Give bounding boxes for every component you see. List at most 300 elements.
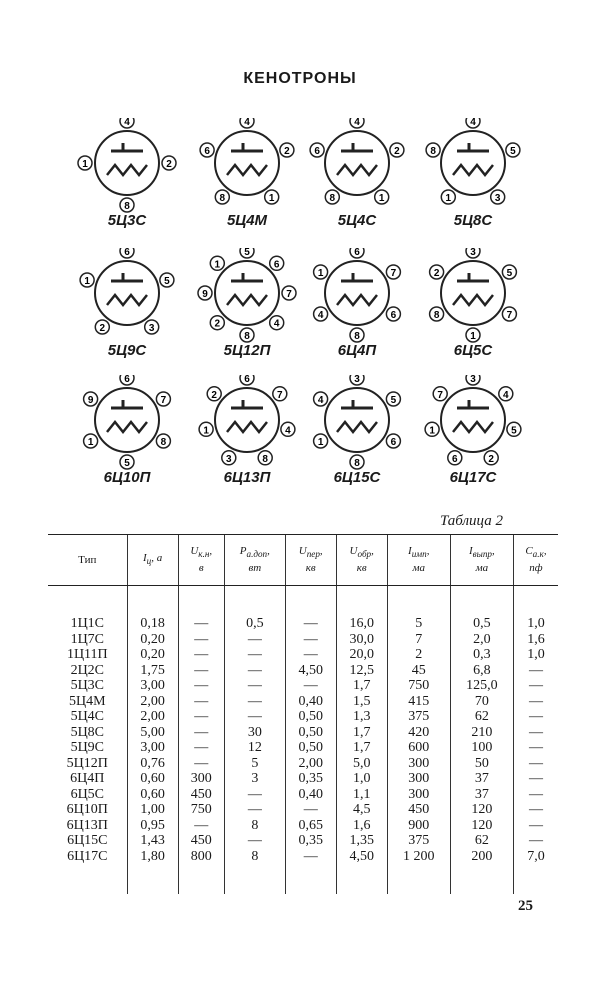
tube-label: 5Ц3С (107, 212, 147, 229)
column-header: $I_ц$, а (127, 535, 178, 586)
tube-type-cell: 1Ц1С (70, 616, 105, 631)
pin-number: 6 (244, 375, 250, 385)
table-cell: 1 200 (387, 849, 450, 865)
table-cell: 420 (387, 725, 450, 741)
table-cell: 450 (178, 833, 224, 849)
pin-number: 2 (284, 146, 290, 157)
pin-number: 5 (390, 395, 397, 406)
pin-number: 5 (124, 458, 130, 469)
pin-number: 1 (470, 331, 476, 342)
table-cell: 2,00 (127, 709, 178, 725)
table-cell: — (224, 787, 285, 803)
anode-symbol (111, 400, 143, 408)
pin-number: 2 (214, 318, 221, 330)
pin-number: 3 (494, 193, 501, 204)
filament-symbol (107, 295, 147, 305)
tube-type-cell: 2Ц2С (70, 662, 105, 678)
table-spacer-row (48, 864, 558, 894)
tube-diagram (418, 248, 528, 358)
table-cell: 300 (178, 771, 224, 787)
filament-symbol (337, 165, 377, 175)
table-row (48, 756, 558, 772)
column-header: Тип (48, 535, 127, 586)
table-cell: 200 (450, 849, 513, 865)
pin-number: 7 (506, 310, 513, 321)
table-row (48, 818, 558, 834)
table-cell: 3,00 (127, 740, 178, 756)
bulb-outline (325, 388, 389, 452)
table-cell: 375 (387, 833, 450, 849)
anode-symbol (231, 400, 263, 408)
socket-diagram (192, 118, 302, 213)
bulb-outline (95, 261, 159, 325)
table-row (48, 709, 558, 725)
pin-number: 3 (470, 248, 476, 258)
table-cell: — (224, 802, 285, 818)
table-cell: 0,60 (127, 771, 178, 787)
table-cell: 0,3 (450, 647, 513, 663)
tube-diagram (192, 375, 302, 485)
table-cell: 0,50 (285, 740, 336, 756)
table-cell: 8 (224, 849, 285, 865)
pin-number: 1 (429, 425, 435, 437)
pin-number: 1 (317, 268, 324, 279)
table-cell: — (285, 616, 336, 632)
table-cell: — (285, 632, 336, 648)
table-cell: — (178, 740, 224, 756)
anode-symbol (457, 143, 489, 151)
table-cell: 4,50 (336, 849, 387, 865)
tube-label: 5Ц8С (453, 212, 493, 229)
table-cell: 70 (450, 694, 513, 710)
pin-number: 5 (510, 146, 516, 157)
table-cell: — (224, 709, 285, 725)
table-row (48, 849, 558, 865)
table-cell: — (285, 849, 336, 865)
filament-symbol (337, 295, 377, 305)
table-cell: 0,50 (285, 709, 336, 725)
anode-symbol (111, 143, 143, 151)
table-cell: 7,0 (513, 849, 558, 865)
table-spacer-row (48, 586, 558, 617)
pin-number: 4 (244, 118, 250, 128)
table-cell: 1,80 (127, 849, 178, 865)
table-cell: — (513, 771, 558, 787)
column-header: $P_{а.доп}$, вт (224, 535, 285, 586)
table-row (48, 740, 558, 756)
filament-symbol (453, 295, 493, 305)
pin-number: 1 (82, 159, 88, 170)
tube-label: 6Ц17С (449, 469, 497, 486)
bulb-outline (95, 388, 159, 452)
anode-symbol (341, 143, 373, 151)
pin-number: 7 (286, 289, 292, 300)
table-cell: 30 (224, 725, 285, 741)
tube-label: 6Ц13П (223, 469, 271, 486)
pin-number: 2 (433, 268, 440, 279)
pin-number: 8 (433, 310, 440, 321)
table-cell: — (513, 802, 558, 818)
table-cell: 0,65 (285, 818, 336, 834)
table-cell: 1,7 (336, 740, 387, 756)
table-cell: 0,5 (450, 616, 513, 632)
pin-number: 4 (470, 118, 476, 128)
tube-label: 5Ц4С (337, 212, 377, 229)
pin-number: 4 (273, 318, 280, 330)
table-row (48, 833, 558, 849)
table-cell: 5,00 (127, 725, 178, 741)
table-cell: 5,0 (336, 756, 387, 772)
table-cell: 1,35 (336, 833, 387, 849)
pin-number: 5 (506, 268, 513, 279)
table-cell: 0,40 (285, 787, 336, 803)
bulb-outline (215, 388, 279, 452)
tube-type-cell: 6Ц4П (70, 771, 105, 786)
socket-diagram (72, 118, 182, 213)
table-cell: — (285, 647, 336, 663)
table-row (48, 787, 558, 803)
tube-label: 5Ц12П (223, 342, 271, 359)
table-cell: — (178, 663, 224, 679)
filament-symbol (107, 422, 147, 432)
table-cell: 300 (387, 771, 450, 787)
table-row (48, 678, 558, 694)
table-cell: — (178, 632, 224, 648)
table-cell: — (513, 787, 558, 803)
table-cell: 415 (387, 694, 450, 710)
pin-number: 8 (262, 453, 268, 465)
column-header: $I_{выпр}$, ма (450, 535, 513, 586)
pin-number: 1 (203, 425, 209, 437)
pin-number: 7 (390, 268, 397, 279)
column-header: $U_{пер}$, кв (285, 535, 336, 586)
pin-number: 1 (84, 276, 90, 287)
pin-number: 8 (354, 458, 360, 469)
anode-symbol (341, 400, 373, 408)
table-cell: — (513, 725, 558, 741)
tube-diagram (302, 118, 412, 228)
table-cell: — (224, 694, 285, 710)
table-cell: 50 (450, 756, 513, 772)
table-cell: 1,6 (336, 818, 387, 834)
column-header: $I_{имп}$, ма (387, 535, 450, 586)
table-cell: — (513, 663, 558, 679)
table-cell: 7 (387, 632, 450, 648)
table-cell: 1,75 (127, 663, 178, 679)
filament-symbol (337, 422, 377, 432)
column-header: $U_{обр}$, кв (336, 535, 387, 586)
table-cell: 3 (224, 771, 285, 787)
pin-number: 4 (317, 395, 324, 406)
table-cell: 450 (387, 802, 450, 818)
table-cell: — (178, 694, 224, 710)
socket-diagram (72, 375, 182, 470)
column-header: $C_{а.к}$, пф (513, 535, 558, 586)
table-cell: 45 (387, 663, 450, 679)
table-cell: 0,20 (127, 632, 178, 648)
pin-number: 8 (124, 201, 130, 212)
table-cell: 0,60 (127, 787, 178, 803)
table-cell: 8 (224, 818, 285, 834)
table-cell: — (224, 647, 285, 663)
table-cell: — (513, 818, 558, 834)
table-cell: 5 (224, 756, 285, 772)
tube-type-cell: 5Ц4М (69, 693, 106, 709)
table-cell: — (224, 663, 285, 679)
table-cell: — (178, 818, 224, 834)
socket-diagram (418, 375, 528, 470)
table-cell: 2,00 (285, 756, 336, 772)
table-cell: 2,00 (127, 694, 178, 710)
tube-label: 6Ц15С (333, 469, 381, 486)
table-cell: 120 (450, 802, 513, 818)
column-header: $U_{к.н}$, в (178, 535, 224, 586)
page-number: 25 (518, 898, 533, 914)
table-cell: 0,20 (127, 647, 178, 663)
table-cell: 4,50 (285, 663, 336, 679)
anode-symbol (231, 143, 263, 151)
anode-symbol (457, 273, 489, 281)
table-cell: 2,0 (450, 632, 513, 648)
table-cell: — (178, 616, 224, 632)
pin-number: 2 (211, 389, 217, 401)
pin-number: 6 (354, 248, 360, 258)
table-cell: 6,8 (450, 663, 513, 679)
kenotron-table (48, 534, 558, 894)
tube-label: 5Ц4М (226, 212, 268, 229)
filament-symbol (107, 165, 147, 175)
table-cell: 37 (450, 771, 513, 787)
table-cell: 1,0 (336, 771, 387, 787)
table-header-row (48, 535, 558, 586)
table-cell: 20,0 (336, 647, 387, 663)
pin-number: 6 (314, 146, 320, 157)
table-cell: — (513, 740, 558, 756)
anode-symbol (341, 273, 373, 281)
tube-diagram (72, 375, 182, 485)
pin-number: 4 (354, 118, 360, 128)
table-cell: 800 (178, 849, 224, 865)
table-cell: 1,1 (336, 787, 387, 803)
filament-symbol (453, 165, 493, 175)
table-cell: — (178, 709, 224, 725)
tube-type-cell: 5Ц12П (66, 755, 108, 771)
pin-number: 6 (390, 310, 397, 321)
pin-number: 5 (164, 276, 170, 287)
pin-number: 7 (160, 395, 167, 406)
table-cell: 0,18 (127, 616, 178, 632)
table-cell: 900 (387, 818, 450, 834)
tube-label: 6Ц5С (453, 342, 493, 359)
pin-number: 6 (124, 375, 130, 385)
table-cell: 12,5 (336, 663, 387, 679)
pin-number: 6 (390, 437, 397, 448)
table-cell: — (224, 632, 285, 648)
pin-number: 8 (329, 193, 336, 204)
table-cell: 0,35 (285, 833, 336, 849)
table-cell: 3,00 (127, 678, 178, 694)
pin-number: 7 (437, 389, 443, 401)
pin-number: 3 (226, 453, 232, 465)
pin-number: 1 (87, 437, 94, 448)
bulb-outline (441, 261, 505, 325)
filament-symbol (227, 422, 267, 432)
socket-diagram (302, 248, 412, 343)
tube-type-cell: 6Ц13П (66, 817, 108, 833)
pin-number: 6 (273, 259, 280, 271)
tube-type-cell: 6Ц10П (66, 802, 108, 817)
socket-diagram (418, 248, 528, 343)
pin-number: 4 (285, 425, 291, 437)
table-cell: 1,5 (336, 694, 387, 710)
table-cell: — (285, 802, 336, 818)
tube-type-cell: 6Ц5С (70, 786, 105, 802)
table-cell: — (178, 725, 224, 741)
pin-number: 4 (317, 310, 324, 321)
tube-diagram (192, 118, 302, 228)
filament-symbol (453, 422, 493, 432)
tube-type-cell: 6Ц15С (67, 833, 108, 848)
table-cell: 0,40 (285, 694, 336, 710)
table-row (48, 771, 558, 787)
pin-number: 9 (202, 289, 208, 300)
table-row (48, 802, 558, 818)
table-cell: 375 (387, 709, 450, 725)
tube-diagram (302, 375, 412, 485)
table-cell: 1,0 (513, 647, 558, 663)
bulb-outline (215, 131, 279, 195)
pin-number: 8 (160, 437, 167, 448)
socket-diagram (418, 118, 528, 213)
table-cell: 0,5 (224, 616, 285, 632)
table-cell: 0,35 (285, 771, 336, 787)
socket-diagram (192, 248, 302, 343)
tube-type-cell: 5Ц4С (70, 709, 105, 724)
socket-diagram (302, 118, 412, 213)
filament-symbol (227, 165, 267, 175)
table-cell: 62 (450, 833, 513, 849)
tube-type-cell: 5Ц8С (70, 724, 105, 740)
tube-diagram (72, 118, 182, 228)
pin-number: 1 (214, 259, 221, 271)
pin-number: 8 (354, 331, 360, 342)
table-cell: — (285, 678, 336, 694)
tube-type-cell: 5Ц3С (70, 678, 105, 693)
table-cell: — (178, 678, 224, 694)
pin-number: 6 (124, 248, 130, 258)
tube-diagram (302, 248, 412, 358)
pin-number: 4 (124, 118, 130, 128)
socket-diagram (72, 248, 182, 343)
pin-number: 5 (511, 425, 517, 437)
bulb-outline (441, 131, 505, 195)
pin-number: 5 (244, 248, 250, 258)
pin-number: 9 (87, 395, 94, 406)
tube-label: 6Ц10П (103, 469, 151, 486)
anode-symbol (231, 273, 263, 281)
anode-symbol (457, 400, 489, 408)
page-title: КЕНОТРОНЫ (243, 70, 357, 87)
table-cell: — (224, 678, 285, 694)
table-cell: — (513, 694, 558, 710)
table-cell: 0,76 (127, 756, 178, 772)
pin-number: 1 (445, 193, 452, 204)
tube-diagram (192, 248, 302, 358)
table-cell: — (513, 756, 558, 772)
table-cell: 600 (387, 740, 450, 756)
tube-diagram (418, 375, 528, 485)
table-row (48, 632, 558, 648)
table-cell: 1,7 (336, 725, 387, 741)
table-cell: 16,0 (336, 616, 387, 632)
table-cell: 2 (387, 647, 450, 663)
table-cell: 750 (178, 802, 224, 818)
pin-number: 8 (244, 331, 250, 342)
pin-number: 2 (99, 323, 106, 334)
tube-type-cell: 6Ц17С (67, 848, 108, 864)
table-cell: 300 (387, 787, 450, 803)
table-row (48, 663, 558, 679)
table-row (48, 616, 558, 632)
table-cell: 100 (450, 740, 513, 756)
table-cell: 30,0 (336, 632, 387, 648)
tube-type-cell: 5Ц9С (70, 740, 105, 755)
table-cell: 210 (450, 725, 513, 741)
table-cell: 62 (450, 709, 513, 725)
table-cell: 125,0 (450, 678, 513, 694)
pin-number: 3 (470, 375, 476, 385)
pin-number: 6 (204, 146, 210, 157)
table-cell: 1,43 (127, 833, 178, 849)
pin-number: 3 (354, 375, 360, 385)
pin-number: 1 (268, 193, 275, 204)
pin-number: 2 (166, 159, 172, 170)
tube-diagram (72, 248, 182, 358)
bulb-outline (325, 131, 389, 195)
pin-number: 1 (317, 437, 324, 448)
table-cell: 450 (178, 787, 224, 803)
table-cell: — (224, 833, 285, 849)
table-cell: — (513, 678, 558, 694)
table-cell: 12 (224, 740, 285, 756)
tube-label: 6Ц4П (337, 342, 377, 359)
table-row (48, 694, 558, 710)
table-cell: 1,7 (336, 678, 387, 694)
pin-number: 2 (394, 146, 400, 157)
table-cell: 750 (387, 678, 450, 694)
anode-symbol (111, 273, 143, 281)
table-cell: — (513, 833, 558, 849)
pin-number: 4 (503, 389, 509, 401)
pin-number: 2 (488, 453, 494, 465)
table-cell: — (513, 709, 558, 725)
filament-symbol (227, 295, 267, 305)
table-caption: Таблица 2 (440, 513, 503, 529)
table-cell: 1,3 (336, 709, 387, 725)
socket-diagram (302, 375, 412, 470)
table-cell: 1,6 (513, 632, 558, 648)
table-cell: 4,5 (336, 802, 387, 818)
bulb-outline (441, 388, 505, 452)
pin-number: 6 (452, 453, 458, 465)
pin-number: 3 (148, 323, 155, 334)
table-cell: 120 (450, 818, 513, 834)
table-cell: 1,00 (127, 802, 178, 818)
table-cell: — (178, 756, 224, 772)
tube-diagram (418, 118, 528, 228)
table-cell: 37 (450, 787, 513, 803)
bulb-outline (95, 131, 159, 195)
